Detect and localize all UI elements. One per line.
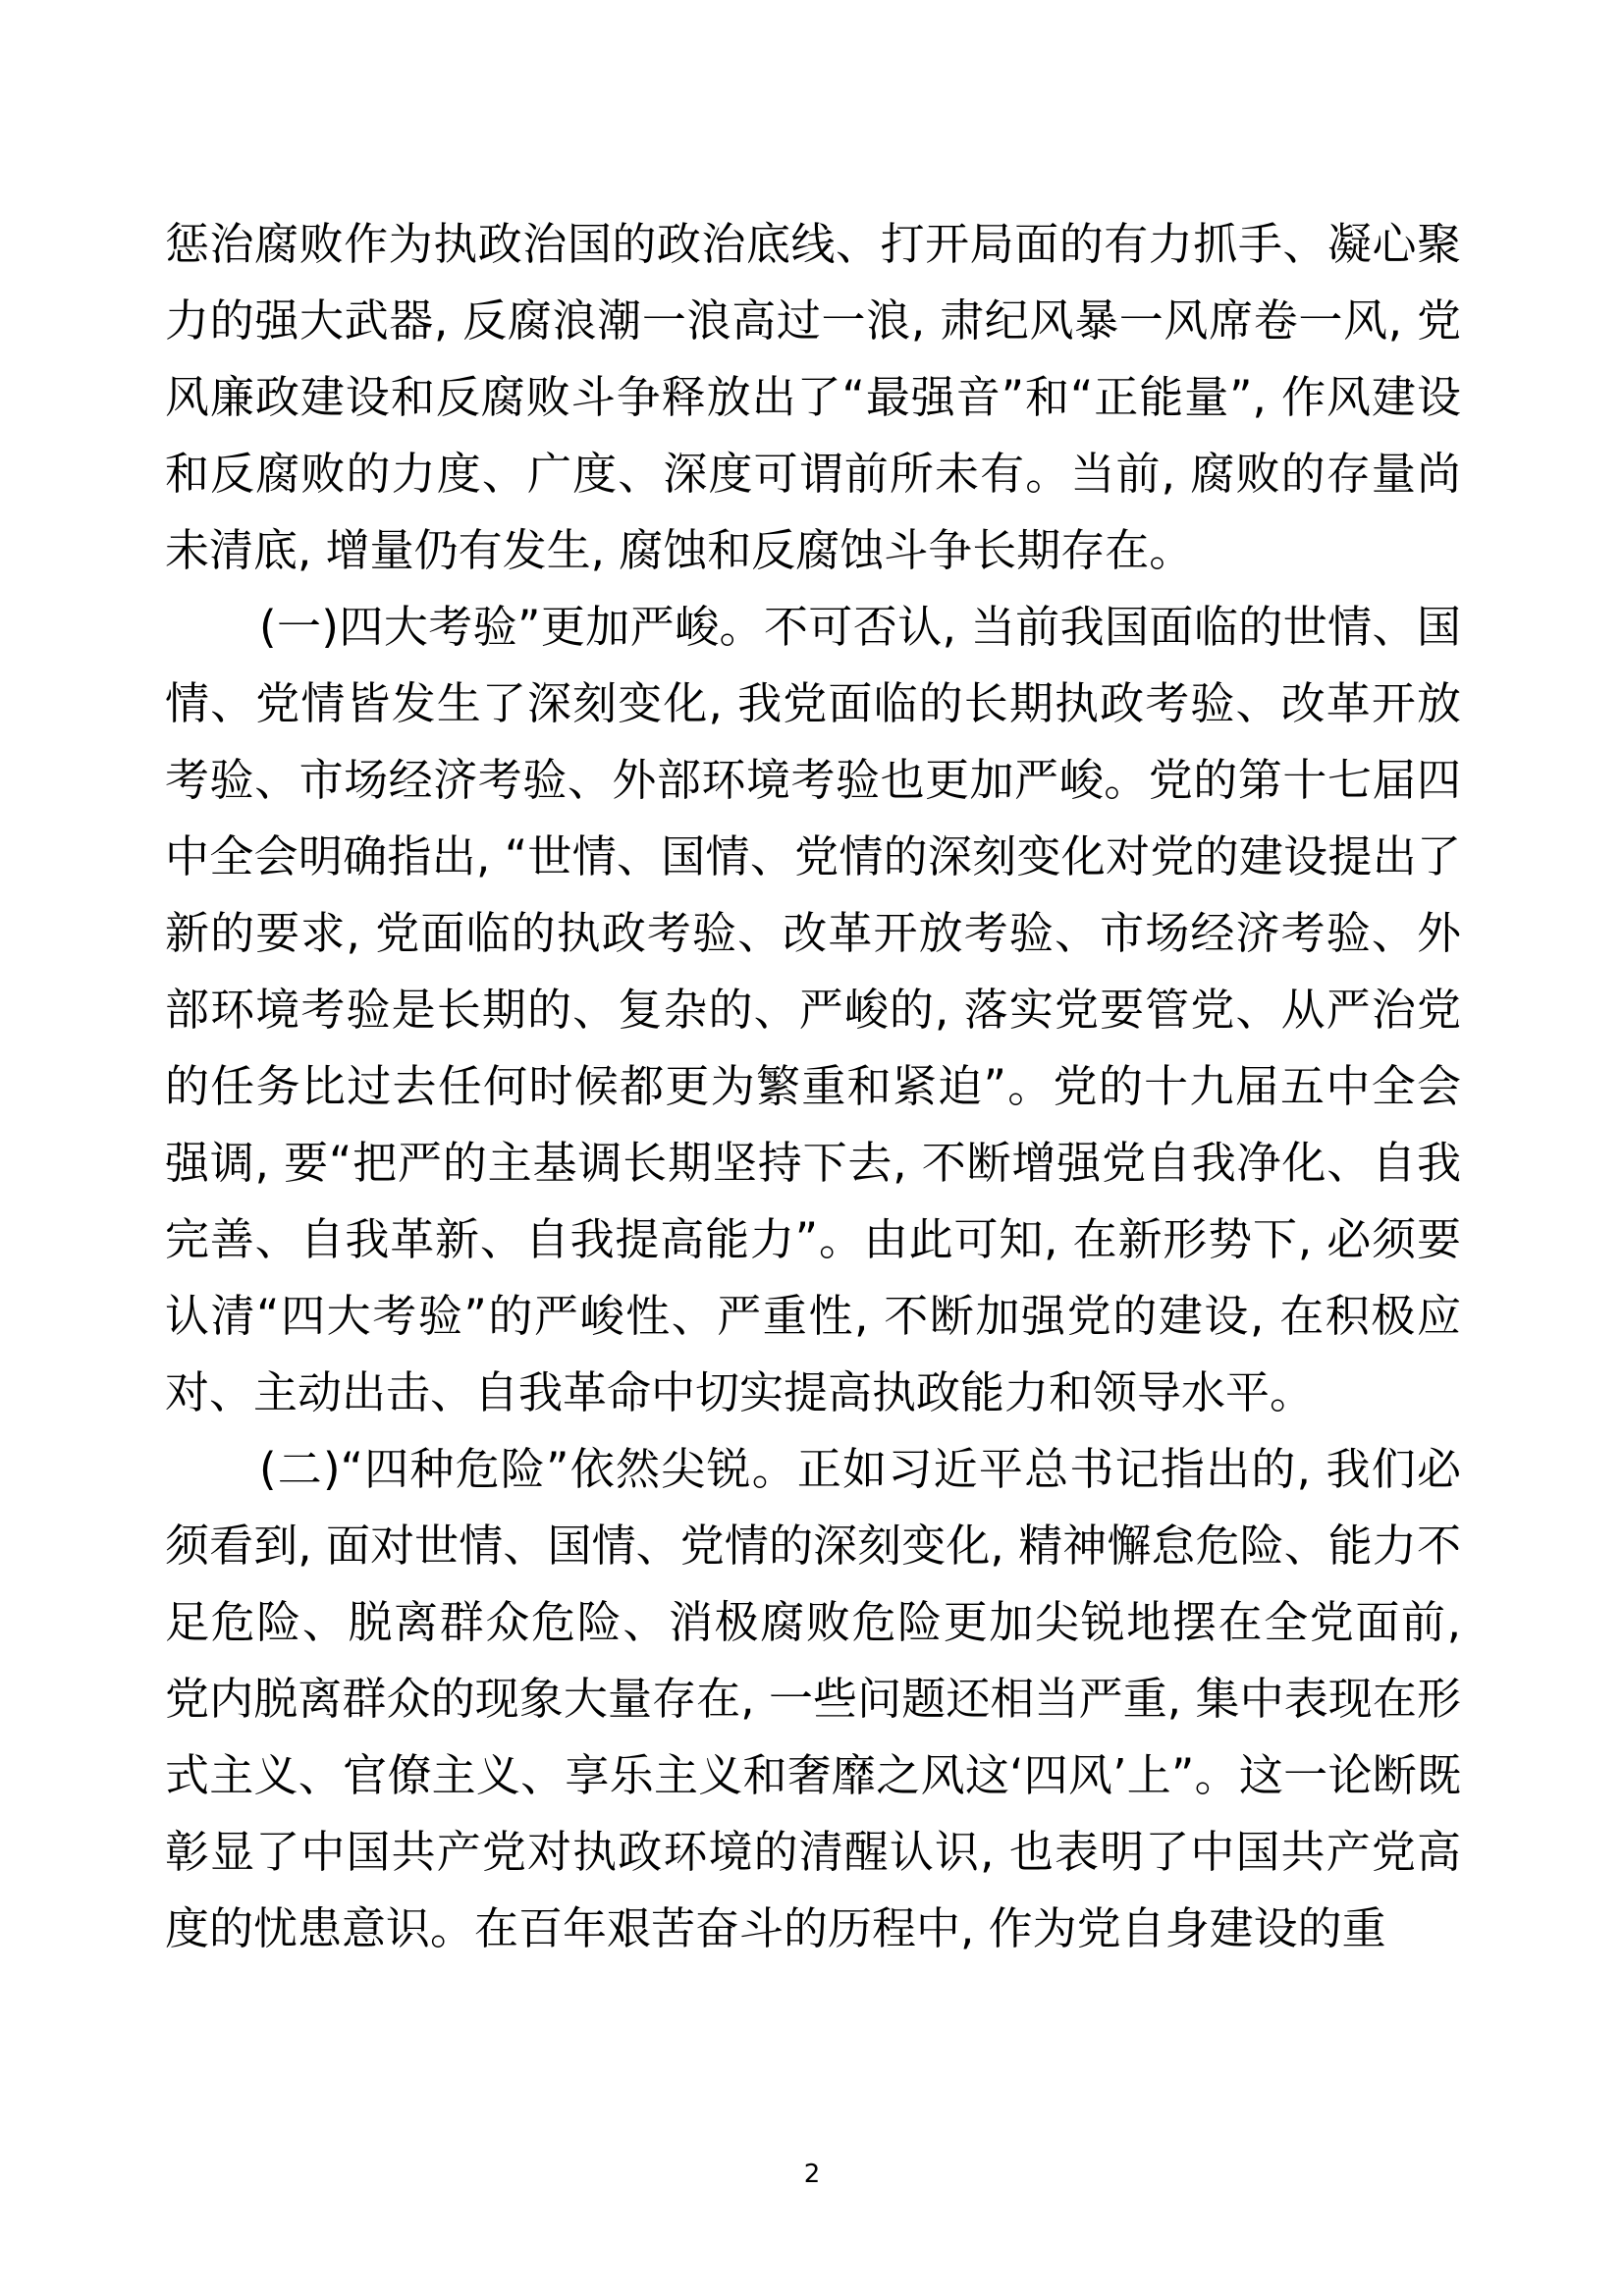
paragraph-1: 惩治腐败作为执政治国的政治底线、打开局面的有力抓手、凝心聚力的强大武器, 反腐浪潮一浪高过一浪, 肃纪风暴一风席卷一风, 党风廉政建设和反腐败斗争释放出了“最强音”和“正能量”, 作风建设和反腐败的力度、广度、深度可谓前所未有。当前, 腐败的存量尚未清底, 增量仍有发生, 腐蚀和反腐蚀斗争长期存在。 (165, 218, 1461, 576)
paragraph-3: (二)“四种危险”依然尖锐。正如习近平总书记指出的, 我们必须看到, 面对世情、国情、党情的深刻变化, 精神懈怠危险、能力不足危险、脱离群众危险、消极腐败危险更加尖锐地摆在全党面前, 党内脱离群众的现象大量存在, 一些问题还相当严重, 集中表现在形式主义、官僚主义、享乐主义和奢靡之风这‘四风’上”。这一论断既彰显了中国共产党对执政环境的清醒认识, 也表明了中国共产党高度的忧患意识。在百年艰苦奋斗的历程中, 作为党自身建设的重 (165, 1443, 1461, 1954)
page-number: 2 (803, 2160, 821, 2189)
document-body (165, 206, 1461, 1967)
paragraph-2: (一)四大考验”更加严峻。不可否认, 当前我国面临的世情、国情、党情皆发生了深刻变化, 我党面临的长期执政考验、改革开放考验、市场经济考验、外部环境考验也更加严峻。党的第十七届四中全会明确指出, “世情、国情、党情的深刻变化对党的建设提出了新的要求, 党面临的执政考验、改革开放考验、市场经济考验、外部环境考验是长期的、复杂的、严峻的, 落实党要管党、从严治党的任务比过去任何时候都更为繁重和紧迫”。党的十九届五中全会强调, 要“把严的主基调长期坚持下去, 不断增强党自我净化、自我完善、自我革新、自我提高能力”。由此可知, 在新形势下, 必须要认清“四大考验”的严峻性、严重性, 不断加强党的建设, 在积极应对、主动出击、自我革命中切实提高执政能力和领导水平。 (165, 601, 1461, 1418)
